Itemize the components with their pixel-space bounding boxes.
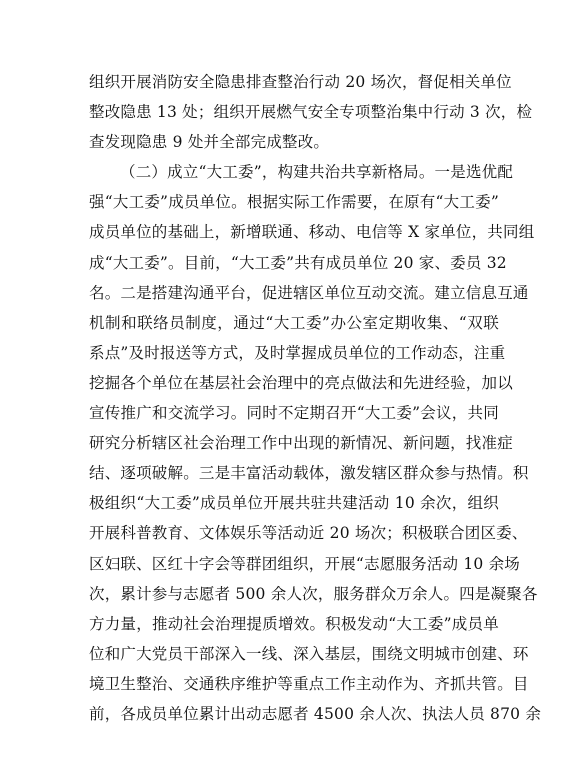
text-line: 宣传推广和交流学习。同时不定期召开“大工委”会议，共同 [89,404,499,423]
text-line: 区妇联、区红十字会等群团组织，开展“志愿服务活动 10 余场 [89,554,521,573]
text-line: 成员单位的基础上，新增联通、移动、电信等 X 家单位，共同组 [89,223,535,242]
text-line: 极组织“大工委”成员单位开展共驻共建活动 10 余次，组织 [89,494,499,513]
text-line: 整改隐患 13 处；组织开展燃气安全专项整治集中行动 3 次，检 [89,103,533,122]
text-line: 查发现隐患 9 处并全部完成整改。 [89,133,330,152]
text-line: 强“大工委”成员单位。根据实际工作需要，在原有“大工委” [89,193,499,212]
text-line: 组织开展消防安全隐患排查整治行动 20 场次，督促相关单位 [89,73,512,91]
text-line: 位和广大党员干部深入一线、深入基层，围绕文明城市创建、环 [89,644,529,663]
text-line: 前，各成员单位累计出动志愿者 4500 余人次、执法人员 870 余 [89,704,542,723]
text-line: 机制和联络员制度，通过“大工委”办公室定期收集、“双联 [89,313,499,332]
section-heading-line: （二）成立“大工委”，构建共治共享新格局。一是选优配 [120,163,514,182]
text-line: 次，累计参与志愿者 500 余人次，服务群众万余人。四是凝聚各 [89,584,538,603]
text-line: 名。二是搭建沟通平台，促进辖区单位互动交流。建立信息互通 [89,283,529,302]
text-line: 结、逐项破解。三是丰富活动载体，激发辖区群众参与热情。积 [89,464,529,483]
text-line: 成“大工委”。目前，“大工委”共有成员单位 20 家、委员 32 [89,253,507,272]
text-line: 系点”及时报送等方式，及时掌握成员单位的工作动态，注重 [89,343,506,362]
text-line: 境卫生整治、交通秩序维护等重点工作主动作为、齐抓共管。目 [89,674,529,693]
text-line: 挖掘各个单位在基层社会治理中的亮点做法和先进经验，加以 [89,373,513,392]
text-line: 研究分析辖区社会治理工作中出现的新情况、新问题，找准症 [89,434,513,453]
text-line: 开展科普教育、文体娱乐等活动近 20 场次；积极联合团区委、 [89,524,528,543]
body-text [89,67,542,729]
text-line: 方力量，推动社会治理提质增效。积极发动“大工委”成员单 [89,614,499,633]
